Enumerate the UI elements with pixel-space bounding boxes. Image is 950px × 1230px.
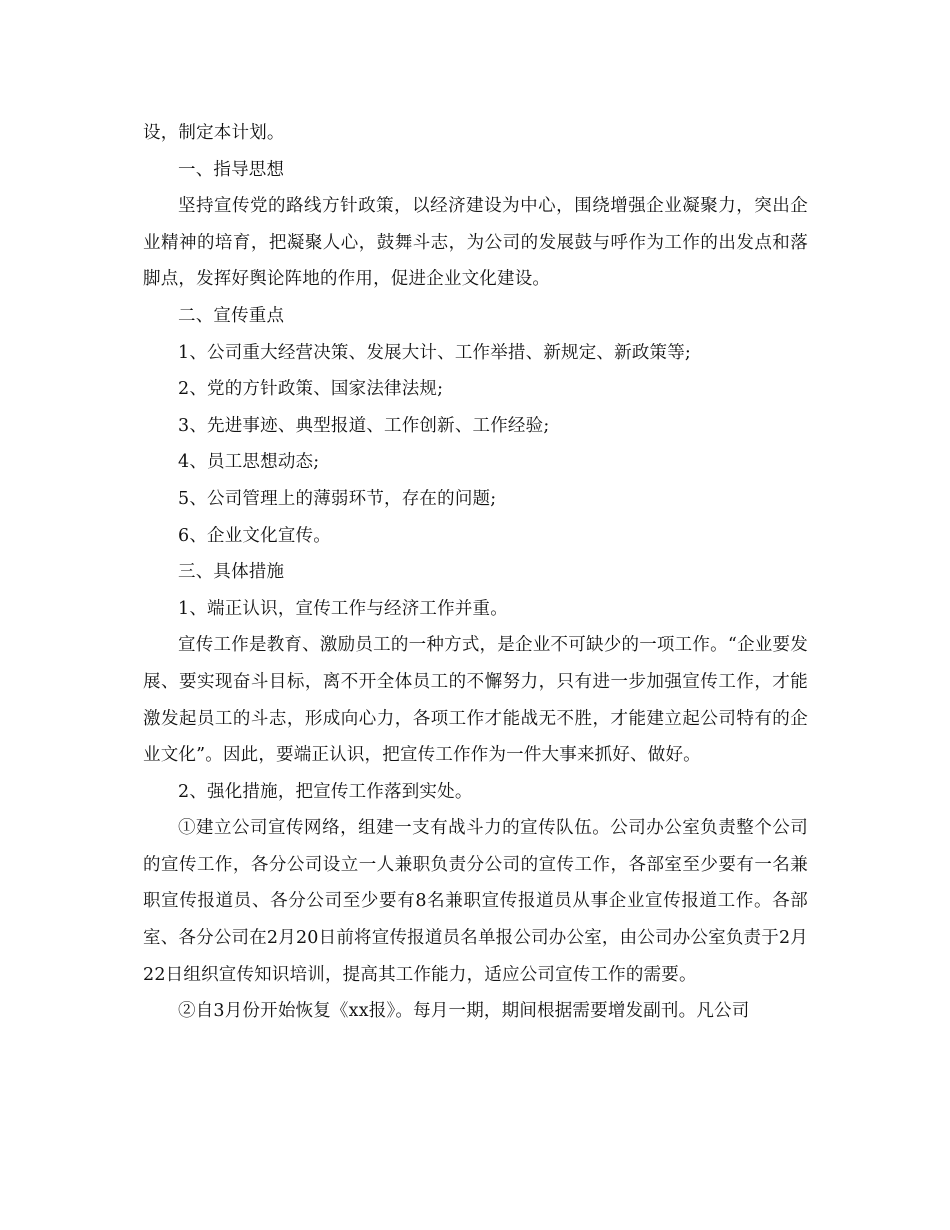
list-item-focus-1: 1、公司重大经营决策、发展大计、工作举措、新规定、新政策等; (178, 342, 692, 363)
list-item-focus-6: 6、企业文化宣传。 (178, 525, 331, 546)
list-item-focus-5: 5、公司管理上的薄弱环节，存在的问题; (178, 488, 497, 509)
paragraph-intro-tail: 设，制定本计划。 (143, 123, 285, 143)
measure-2-item-2: ②自3月份开始恢复《xx报》。每月一期，期间根据需要增发副刊。凡公司 (178, 1001, 750, 1022)
measure-1-body: 宣传工作是教育、激励员工的一种方式，是企业不可缺少的一项工作。“企业要发展、要实现奋斗目标，离不开全体员工的不懈努力，只有进一步加强宣传工作，才能激发起员工的斗志，形成向心力，各项工作才能战无不胜，才能建立起公司特有的企业文化”。因此，要端正认识，把宣传工作作为一件大事来抓好、做好。 (143, 635, 808, 766)
document-body (143, 115, 808, 1030)
heading-guiding-ideology: 一、指导思想 (178, 159, 285, 180)
list-item-focus-3: 3、先进事迹、典型报道、工作创新、工作经验; (178, 415, 550, 436)
measure-2-title: 2、强化措施，把宣传工作落到实处。 (178, 781, 473, 802)
list-item-focus-2: 2、党的方针政策、国家法律法规; (178, 379, 444, 400)
paragraph-guiding-ideology: 坚持宣传党的路线方针政策，以经济建设为中心，围绕增强企业凝聚力，突出企业精神的培育，把凝聚人心，鼓舞斗志，为公司的发展鼓与呼作为工作的出发点和落脚点，发挥好舆论阵地的作用，促进企业文化建设。 (143, 196, 808, 290)
heading-publicity-focus: 二、宣传重点 (178, 305, 285, 326)
list-item-focus-4: 4、员工思想动态; (178, 452, 320, 473)
measure-1-title: 1、端正认识，宣传工作与经济工作并重。 (178, 598, 508, 619)
heading-specific-measures: 三、具体措施 (178, 562, 285, 583)
measure-2-item-1: ①建立公司宣传网络，组建一支有战斗力的宣传队伍。公司办公室负责整个公司的宣传工作，各分公司设立一人兼职负责分公司的宣传工作，各部室至少要有一名兼职宣传报道员、各分公司至少要有8名兼职宣传报道员从事企业宣传报道工作。各部室、各分公司在2月20日前将宣传报道员名单报公司办公室，由公司办公室负责于2月22日组织宣传知识培训，提高其工作能力，适应公司宣传工作的需要。 (143, 818, 808, 985)
